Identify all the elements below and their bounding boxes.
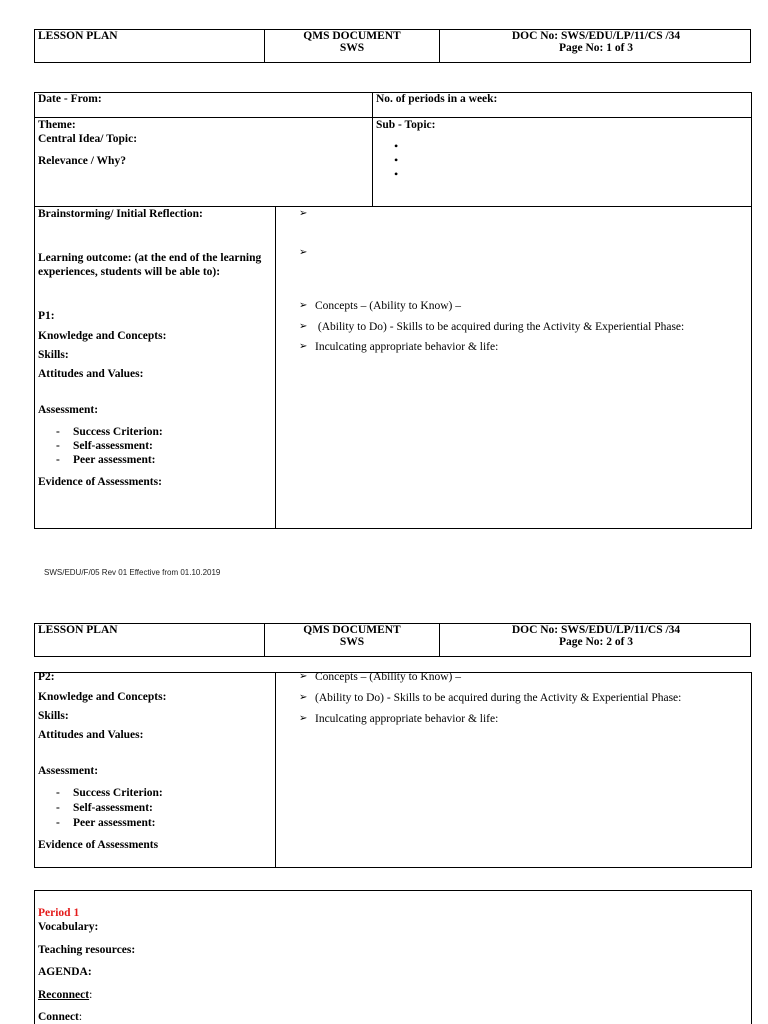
qms-line1: QMS DOCUMENT xyxy=(303,30,401,42)
learning-outcome-line1: Learning outcome: (at the end of the learning xyxy=(38,252,262,264)
dash-icon: - xyxy=(56,454,60,466)
agenda-label: AGENDA: xyxy=(38,966,92,978)
concepts-text: Concepts – (Ability to Know) – xyxy=(315,671,461,683)
self-assessment-label: Self-assessment: xyxy=(73,802,153,814)
header-qms xyxy=(265,624,440,656)
knowledge-label: Knowledge and Concepts: xyxy=(38,691,167,703)
ability-do-text: (Ability to Do) - Skills to be acquired during the Activity & Experiential Phase: xyxy=(315,321,685,333)
arrow-bullet-icon: ➢ xyxy=(299,300,308,311)
success-criterion-label: Success Criterion: xyxy=(73,426,163,438)
dash-icon: - xyxy=(56,440,60,452)
date-from-label: Date - From: xyxy=(38,93,102,105)
concepts-text: Concepts – (Ability to Know) – xyxy=(315,300,461,312)
assessment-label: Assessment: xyxy=(38,765,99,777)
relevance-label: Relevance / Why? xyxy=(38,155,126,167)
brainstorming-label: Brainstorming/ Initial Reflection: xyxy=(38,208,203,220)
attitudes-label: Attitudes and Values: xyxy=(38,368,144,380)
ability-do-text: (Ability to Do) - Skills to be acquired during the Activity & Experiential Phase: xyxy=(315,692,682,704)
header-qms xyxy=(265,30,440,62)
dash-icon: - xyxy=(56,426,60,438)
evidence-label: Evidence of Assessments xyxy=(38,839,159,851)
doc-number: DOC No: SWS/EDU/LP/11/CS /34 xyxy=(511,624,681,636)
skills-label: Skills: xyxy=(38,710,69,722)
dash-icon: - xyxy=(56,817,60,829)
header-doc xyxy=(440,624,752,656)
qms-line1: QMS DOCUMENT xyxy=(303,624,401,636)
page-footer: SWS/EDU/F/05 Rev 01 Effective from 01.10.2019 xyxy=(44,568,221,577)
bullet-icon: • xyxy=(394,153,399,167)
peer-assessment-label: Peer assessment: xyxy=(73,454,156,466)
page2-header xyxy=(34,623,751,657)
learning-outcome-line2: experiences, students will be able to): xyxy=(38,266,221,278)
page-number: Page No: 1 of 3 xyxy=(558,42,634,54)
assessment-label: Assessment: xyxy=(38,404,99,416)
page-number: Page No: 2 of 3 xyxy=(558,636,634,648)
reconnect-label: Reconnect: xyxy=(38,989,93,1001)
success-criterion-label: Success Criterion: xyxy=(73,787,163,799)
header-title: LESSON PLAN xyxy=(35,30,265,62)
arrow-bullet-icon: ➢ xyxy=(299,247,308,258)
arrow-bullet-icon: ➢ xyxy=(299,321,308,332)
arrow-bullet-icon: ➢ xyxy=(299,692,308,703)
arrow-bullet-icon: ➢ xyxy=(299,208,308,219)
dash-icon: - xyxy=(56,802,60,814)
page1-header xyxy=(34,29,751,63)
arrow-bullet-icon: ➢ xyxy=(299,713,308,724)
qms-line2: SWS xyxy=(339,636,365,648)
connect-label: Connect: xyxy=(38,1011,83,1023)
theme-label: Theme: xyxy=(38,119,76,131)
bullet-icon: • xyxy=(394,139,399,153)
p1-label: P1: xyxy=(38,310,55,322)
periods-per-week-label: No. of periods in a week: xyxy=(376,93,498,105)
qms-line2: SWS xyxy=(339,42,365,54)
vocabulary-label: Vocabulary: xyxy=(38,921,99,933)
peer-assessment-label: Peer assessment: xyxy=(73,817,156,829)
skills-label: Skills: xyxy=(38,349,69,361)
teaching-resources-label: Teaching resources: xyxy=(38,944,136,956)
evidence-label: Evidence of Assessments: xyxy=(38,476,162,488)
bullet-icon: • xyxy=(394,167,399,181)
header-title: LESSON PLAN xyxy=(35,624,265,656)
inculcating-text: Inculcating appropriate behavior & life: xyxy=(315,341,499,353)
doc-number: DOC No: SWS/EDU/LP/11/CS /34 xyxy=(511,30,681,42)
p2-label: P2: xyxy=(38,671,55,683)
period-label: Period 1 xyxy=(38,907,80,919)
self-assessment-label: Self-assessment: xyxy=(73,440,153,452)
sub-topic-label: Sub - Topic: xyxy=(376,119,436,131)
central-idea-label: Central Idea/ Topic: xyxy=(38,133,138,145)
knowledge-label: Knowledge and Concepts: xyxy=(38,330,167,342)
arrow-bullet-icon: ➢ xyxy=(299,341,308,352)
header-doc xyxy=(440,30,752,62)
arrow-bullet-icon: ➢ xyxy=(299,671,308,682)
attitudes-label: Attitudes and Values: xyxy=(38,729,144,741)
inculcating-text: Inculcating appropriate behavior & life: xyxy=(315,713,499,725)
dash-icon: - xyxy=(56,787,60,799)
